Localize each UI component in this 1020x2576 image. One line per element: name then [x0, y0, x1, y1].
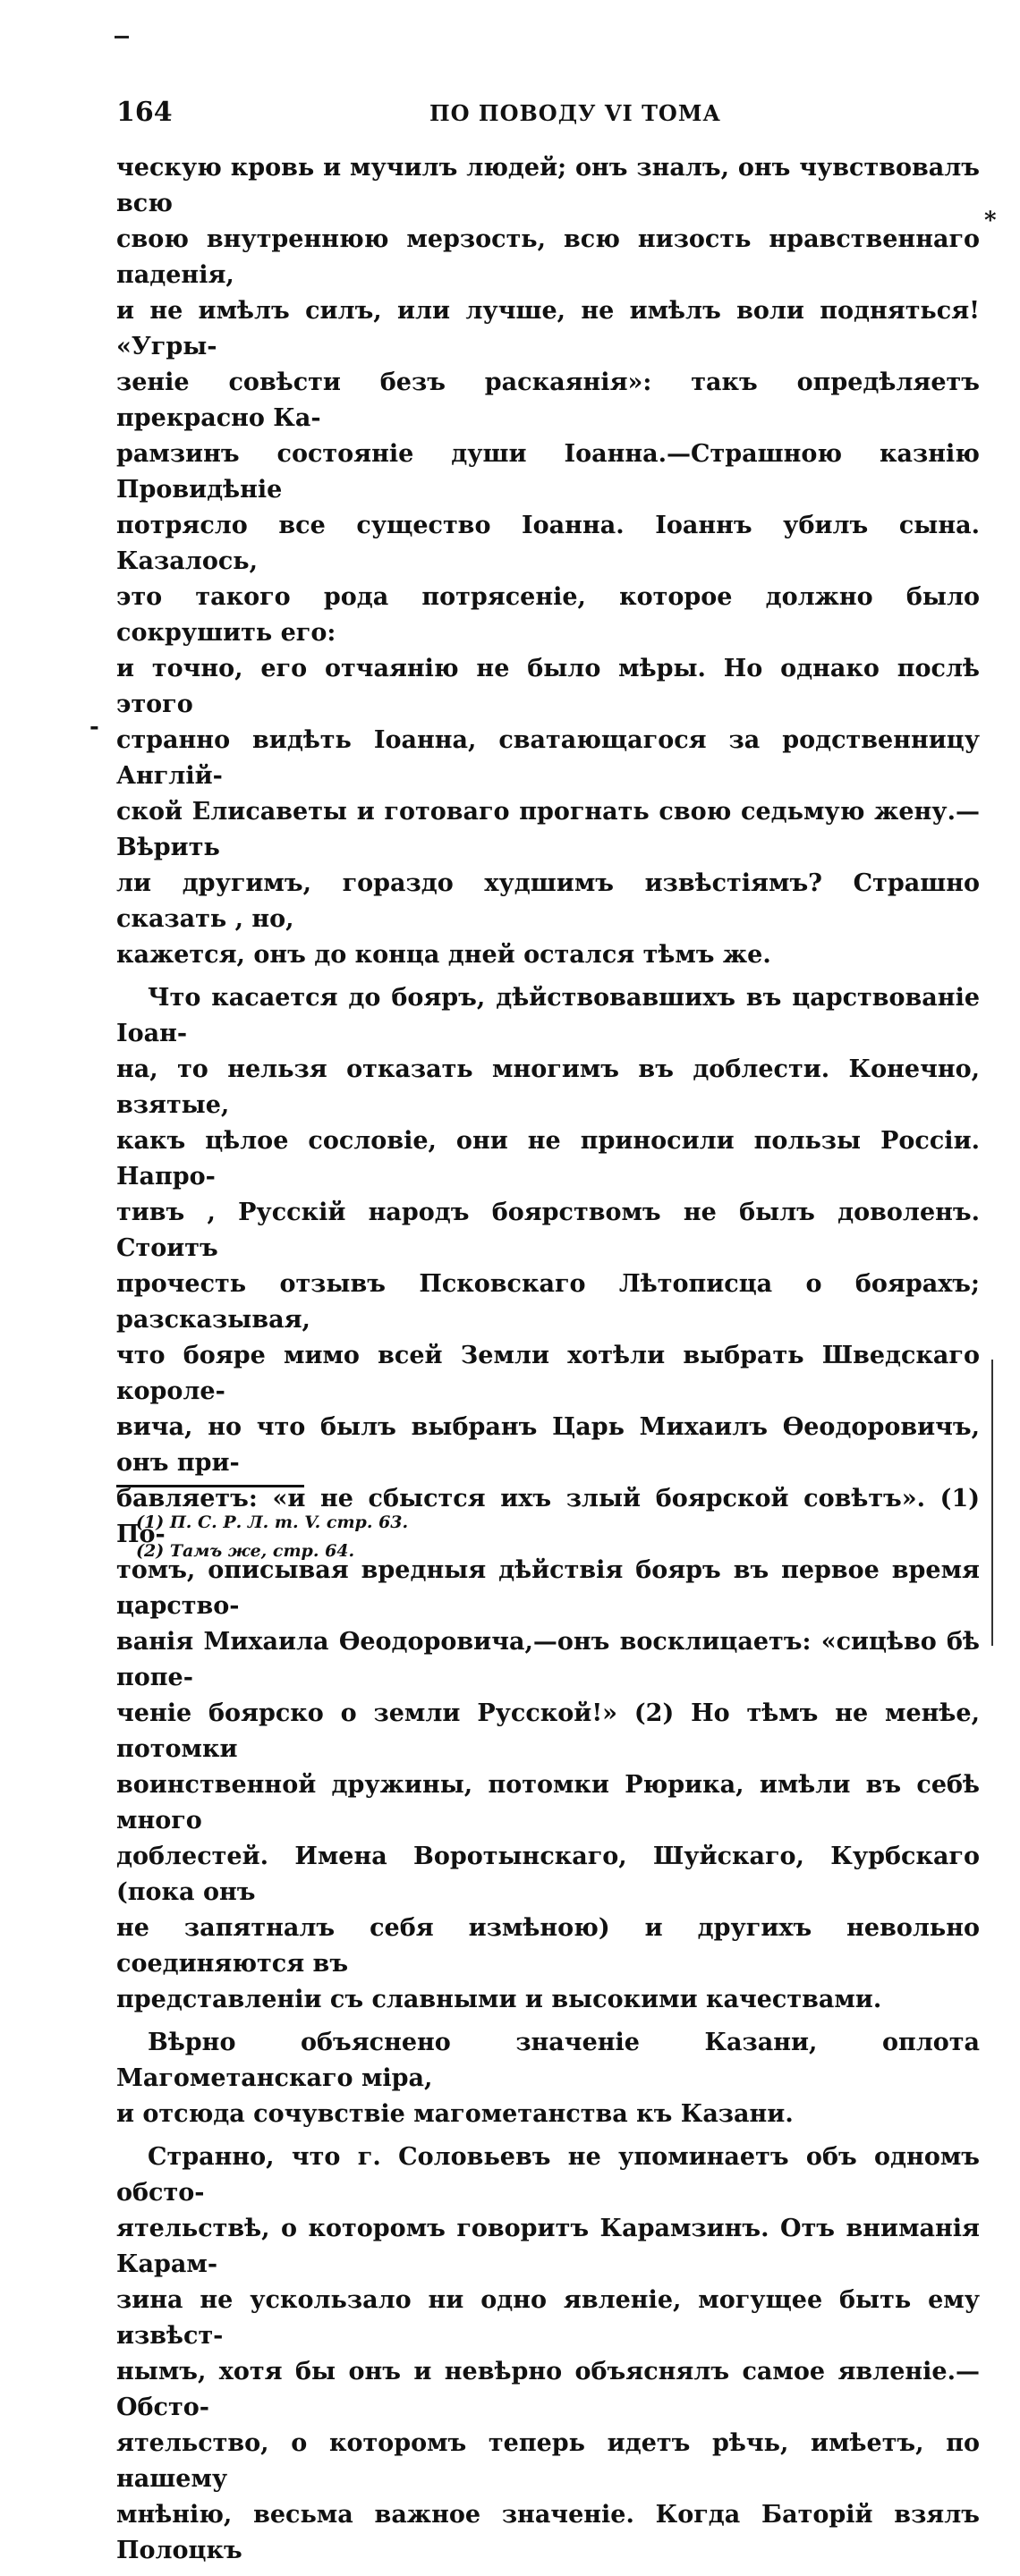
page-edge-line	[991, 1360, 993, 1646]
corner-dash-mark	[115, 36, 129, 38]
footnotes	[136, 1508, 673, 1565]
paragraph-3: Вѣрно объяснено значеніе Казани, оплота Магометанскаго міра, и отсюда сочувствіе магометанства къ Казани.	[116, 2029, 980, 2128]
margin-dash: -	[89, 714, 99, 741]
footnote-divider	[116, 1485, 304, 1487]
body-text	[116, 150, 980, 2576]
running-head: ПО ПОВОДУ VI ТОМА	[429, 100, 721, 126]
footnote-1: (1) П. С. Р. Л. т. V. стр. 63.	[136, 1513, 409, 1532]
margin-asterisk: *	[984, 208, 997, 234]
page-header	[116, 97, 975, 132]
paragraph-1: ческую кровь и мучилъ людей; онъ зналъ, онъ чувствовалъ всю свою внутреннюю мерзость, всю низость нравственнаго паденія, и не имѣлъ силъ, или лучше, не имѣлъ воли подняться! «Угры- зеніе совѣсти безъ раскаянія»: такъ опредѣляетъ прекрасно Ка- рамзинъ состояніе души Іоанна.—Страшною казнію Провидѣніе потрясло все существо Іоанна. Іоаннъ убилъ сына. Казалось, это такого рода потрясеніе, которое должно было сокрушить его: и точно, его отчаянію не было мѣры. Но однако послѣ этого странно видѣть Іоанна, сватающагося за родственницу Англій- ской Елисаветы и готоваго прогнать свою седьмую жену.— Вѣрить ли другимъ, гораздо худшимъ извѣстіямъ? Страшно сказать , но, кажется, онъ до конца дней остался тѣмъ же.	[116, 154, 980, 969]
footnote-2: (2) Тамъ же, стр. 64.	[136, 1541, 355, 1561]
page-number: 164	[116, 97, 173, 128]
paragraph-2: Что касается до бояръ, дѣйствовавшихъ въ царствованіе Іоан- на, то нельзя отказать многимъ въ доблести. Конечно, взятые, какъ цѣлое сословіе, они не приносили пользы Россіи. Напро- тивъ , Русскій народъ боярствомъ не былъ доволенъ. Стоитъ прочесть отзывъ Псковскаго Лѣтописца о боярахъ; разсказывая, что бояре мимо всей Земли хотѣли выбрать Шведскаго короле- вича, но что былъ выбранъ Царь Михаилъ Ѳеодоровичъ, онъ при- бавляетъ: «и не сбыстся ихъ злый боярской совѣтъ». (1) По- томъ, описывая вредныя дѣйствія бояръ въ первое время царство- ванія Михаила Ѳеодоровича,—онъ восклицаетъ: «сицѣво бѣ попе- ченіе боярско о земли Русской!» (2) Но тѣмъ не менѣе, потомки воинственной дружины, потомки Рюрика, имѣли въ себѣ много доблестей. Имена Воротынскаго, Шуйскаго, Курбскаго (пока онъ не запятналъ себя измѣною) и другихъ невольно соединяются въ представленіи съ славными и высокими качествами.	[116, 984, 980, 2013]
paragraph-4: Странно, что г. Соловьевъ не упоминаетъ объ одномъ обсто- ятельствѣ, о которомъ говоритъ Карамзинъ. Отъ вниманія Карам- зина не ускользало ни одно явленіе, могущее быть ему извѣст- нымъ, хотя бы онъ и невѣрно объяснялъ самое явленіе.—Обсто- ятельство, о которомъ теперь идетъ рѣчь, имѣетъ, по нашему мнѣнію, весьма важное значеніе. Когда Баторій взялъ Полоцкъ	[116, 2143, 980, 2564]
